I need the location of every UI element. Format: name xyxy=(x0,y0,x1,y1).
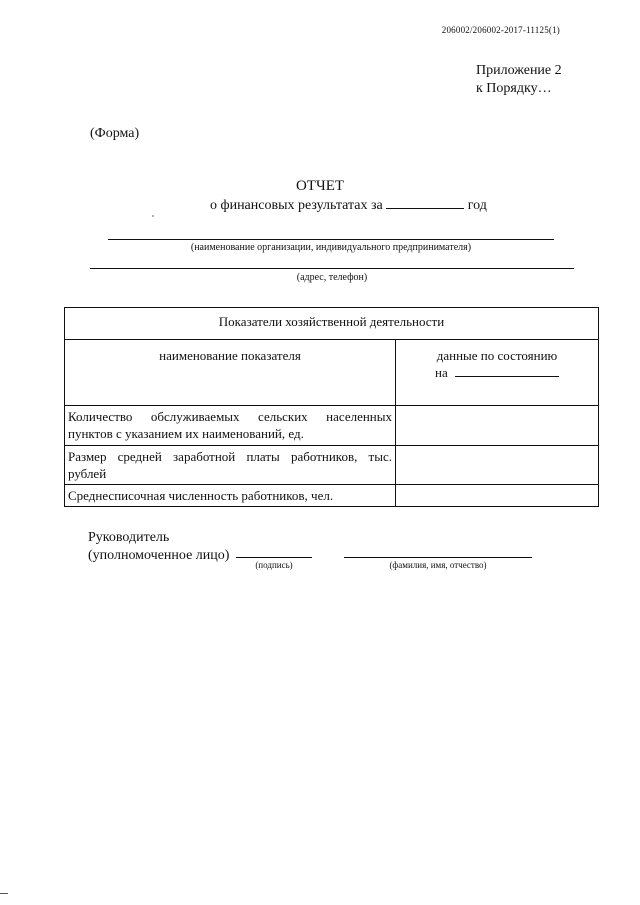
appendix-line-2: к Порядку… xyxy=(476,81,552,96)
address-phone-field[interactable] xyxy=(90,268,574,269)
year-blank-field[interactable] xyxy=(386,196,464,209)
data-column-header-line1: данные по состоянию xyxy=(436,348,558,363)
appendix-reference xyxy=(476,62,562,98)
report-subtitle xyxy=(210,196,487,214)
organization-name-field[interactable] xyxy=(108,239,554,240)
document-id: 206002/206002-2017-11125(1) xyxy=(441,25,560,35)
indicators-table xyxy=(64,307,599,507)
signature-block xyxy=(88,529,229,565)
table-row xyxy=(65,485,599,507)
as-of-date-line xyxy=(399,364,595,381)
report-title: ОТЧЕТ xyxy=(295,178,345,194)
organization-caption: (наименование организации, индивидуального предпринимателя) xyxy=(190,242,472,253)
row-label-headcount: Среднесписочная численность работников, чел. xyxy=(65,485,396,507)
form-label: (Форма) xyxy=(90,126,140,141)
signer-role: (уполномоченное лицо) xyxy=(88,548,230,563)
subtitle-suffix: год xyxy=(467,198,487,213)
indicator-column-header: наименование показателя xyxy=(65,340,396,406)
signature-field[interactable] xyxy=(236,557,312,558)
subtitle-prefix: о финансовых результатах за xyxy=(210,198,383,213)
table-row xyxy=(65,406,599,446)
row-value-settlements[interactable] xyxy=(396,406,599,446)
data-column-header xyxy=(396,340,599,406)
scan-speck xyxy=(152,215,154,217)
signature-caption: (подпись) xyxy=(255,560,293,570)
scan-edge-mark xyxy=(0,893,8,894)
address-caption: (адрес, телефон) xyxy=(296,272,368,283)
signer-title: Руководитель xyxy=(88,530,170,545)
appendix-line-1: Приложение 2 xyxy=(476,63,562,78)
row-value-headcount[interactable] xyxy=(396,485,599,507)
full-name-caption: (фамилия, имя, отчество) xyxy=(389,560,487,570)
table-row xyxy=(65,446,599,485)
row-value-average-salary[interactable] xyxy=(396,446,599,485)
table-title: Показатели хозяйственной деятельности xyxy=(65,308,599,340)
full-name-field[interactable] xyxy=(344,557,532,558)
row-label-average-salary: Размер средней заработной платы работников, тыс. рублей xyxy=(65,446,396,485)
as-of-date-field[interactable] xyxy=(455,364,559,377)
data-column-header-line2: на xyxy=(435,365,448,380)
row-label-settlements: Количество обслуживаемых сельских населенных пунктов с указанием их наименований, ед. xyxy=(65,406,396,446)
